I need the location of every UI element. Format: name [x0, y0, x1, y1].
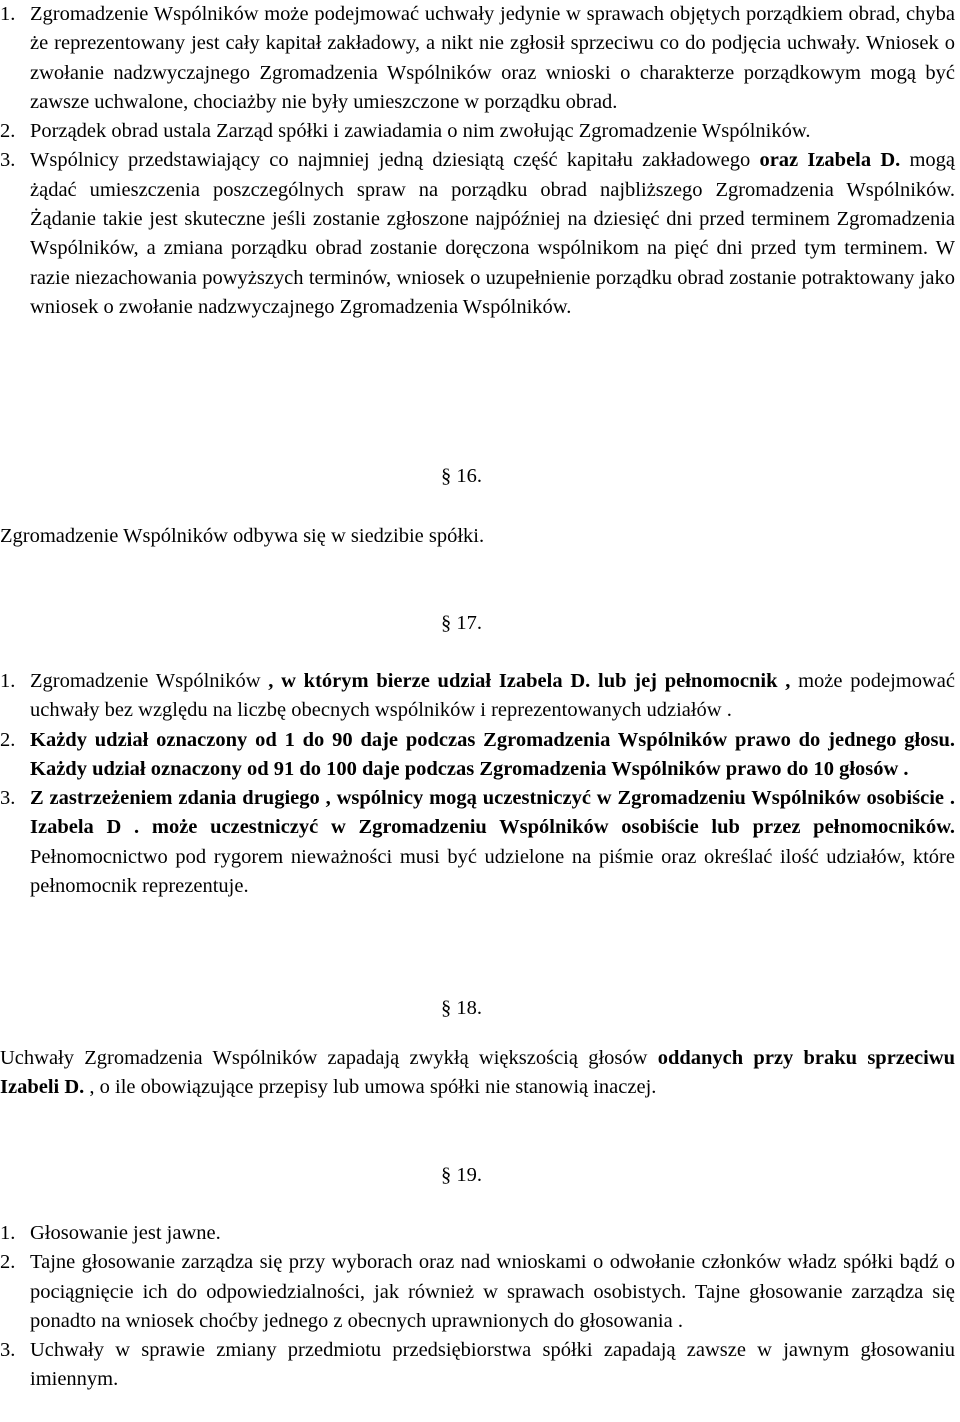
item-number: 1. [0, 1222, 16, 1244]
item-text-bold: oraz Izabela D. [759, 149, 901, 172]
item-number: 2. [0, 728, 16, 751]
item-text: Tajne głosowanie zarządza się przy wyborach oraz nad wnioskami o odwołanie członków władz spółki bądź o pociągnięcie ich do odpowiedzialności, jak również w sprawach osobistych. Tajne głosowanie zarządza się ponadto na wniosek choćby jednego z obecnych uprawnionych do głosowania . [30, 1251, 955, 1332]
list-item [0, 784, 955, 901]
item-text: Głosowanie jest jawne. [30, 1222, 221, 1244]
section-number: 19. [456, 1164, 482, 1186]
item-number: 2. [0, 1251, 16, 1274]
section-15-items [0, 0, 955, 322]
item-text: Zgromadzenie Wspólników [30, 670, 269, 692]
section-sign: § 18. [441, 997, 482, 1019]
list-item [0, 0, 955, 117]
item-text: Porządek obrad ustala Zarząd spółki i zawiadamia o nim zwołując Zgromadzenie Wspólników. [30, 120, 811, 143]
item-text: mogą żądać umieszczenia poszczególnych spraw na porządku obrad najbliższego Zgromadzenia Wspólników. Żądanie takie jest skuteczne jeśli zostanie zgłoszone najpóźniej na dziesięć dni przed terminem Zgromadzenia Wspólników, a zmiana porządku obrad zostanie doręczona wspólnikom na pięć dni przed tym terminem. W razie niezachowania powyższych terminów, wniosek o uzupełnienie porządku obrad zostanie potraktowany jako wniosek o zwołanie nadzwyczajnego Zgromadzenia Wspólników. [30, 149, 955, 318]
section-number: 16. [456, 465, 482, 487]
list-item [0, 117, 955, 146]
list-item [0, 1219, 955, 1248]
item-text-bold: , w którym bierze udział Izabela D. lub jej pełnomocnik , [268, 670, 791, 692]
list-item [0, 726, 955, 785]
list-item [0, 1248, 955, 1336]
item-number: 1. [0, 3, 16, 25]
section-16-text: Zgromadzenie Wspólników odbywa się w siedzibie spółki. [0, 525, 485, 547]
section-number: 17. [456, 612, 482, 634]
item-text: Pełnomocnictwo pod rygorem nieważności musi być udzielone na piśmie oraz określać ilość udziałów, które pełnomocnik reprezentuje. [30, 845, 955, 898]
section-17-items [0, 667, 955, 901]
paragraph-text: Uchwały Zgromadzenia Wspólników zapadają zwykłą większością głosów [0, 1047, 658, 1069]
item-number: 3. [0, 787, 16, 810]
item-number: 3. [0, 1339, 16, 1362]
item-text: Wspólnicy przedstawiający co najmniej jedną dziesiątą część kapitału zakładowego [30, 149, 760, 172]
item-text: może podejmować uchwały bez względu na liczbę obecnych wspólników i reprezentowanych udziałów . [30, 670, 955, 722]
item-number: 2. [0, 120, 16, 143]
item-text-bold: Z zastrzeżeniem zdania drugiego , wspólnicy mogą uczestniczyć w Zgromadzeniu Wspólników osobiście . Izabela D . może uczestniczyć w Zgromadzeniu Wspólników osobiście lub przez pełnomocników. [30, 787, 955, 839]
paragraph-text: , o ile obowiązujące przepisy lub umowa spółki nie stanowią inaczej. [84, 1076, 657, 1099]
item-text: Uchwały w sprawie zmiany przedmiotu przedsiębiorstwa spółki zapadają zawsze w jawnym głosowaniu imiennym. [30, 1339, 955, 1391]
section-number: 18. [456, 997, 482, 1019]
section-sign: § 17. [441, 612, 482, 634]
list-item [0, 1336, 955, 1395]
section-sign: § 16. [441, 465, 482, 487]
list-item [0, 146, 955, 322]
item-number: 3. [0, 149, 16, 172]
item-text-bold: Każdy udział oznaczony od 1 do 90 daje podczas Zgromadzenia Wspólników prawo do jednego głosu. Każdy udział oznaczony od 91 do 100 daje podczas Zgromadzenia Wspólników prawo do 10 głosów . [30, 728, 955, 780]
item-text: Zgromadzenie Wspólników może podejmować uchwały jedynie w sprawach objętych porządkiem obrad, chyba że reprezentowany jest cały kapitał zakładowy, a nikt nie zgłosił sprzeciwu co do podjęcia uchwały. Wniosek o zwołanie nadzwyczajnego Zgromadzenia Wspólników oraz wnioski o charakterze porządkowym mogą być zawsze uchwalone, chociażby nie były umieszczone w porządku obrad. [30, 3, 955, 113]
section-19-items [0, 1219, 955, 1395]
list-item [0, 667, 955, 726]
section-18-text [0, 1044, 955, 1103]
item-number: 1. [0, 670, 16, 692]
paragraph-text-bold: oddanych przy braku sprzeciwu Izabeli D. [0, 1047, 956, 1099]
section-sign: § 19. [441, 1164, 482, 1186]
